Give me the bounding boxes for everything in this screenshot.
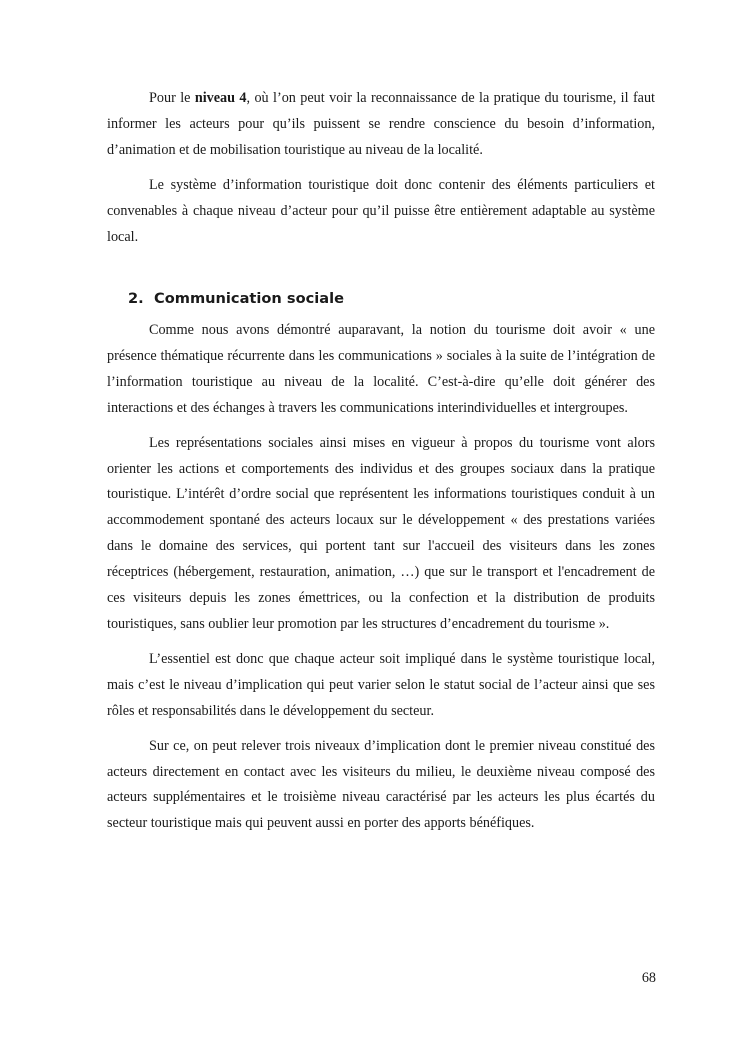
paragraph: Les représentations sociales ainsi mises en vigueur à propos du tourisme vont alors orienter les actions et comportements des individus et des groupes sociaux dans la pratique touristique. L’intérêt d’ordre social que représentent les informations touristiques conduit à un accommodement spontané des acteurs locaux sur le développement « des prestations variées dans le domaine des services, qui portent tant sur l'accueil des visiteurs dans les zones réceptrices (hébergement, restauration, animation, …) que sur le transport et l'encadrement de ces visiteurs depuis les zones émettrices, ou la confection et la distribution de produits touristiques, sans oublier leur promotion par les structures d’encadrement du tourisme ». (107, 434, 655, 632)
paragraph-text: , où l’on peut voir la reconnaissance de la pratique du tourisme, il faut informer les acteurs pour qu’ils puissent se rendre conscience du besoin d’information, d’animation et de mobilisation touristique au niveau de la localité. (107, 90, 655, 158)
paragraph-text: Pour le (149, 90, 195, 106)
paragraph-systeme-information: Le système d’information touristique doit donc contenir des éléments particuliers et convenables à chaque niveau d’acteur pour qu’il puisse être entièrement adaptable au système local. (107, 176, 655, 245)
paragraph: Comme nous avons démontré auparavant, la notion du tourisme doit avoir « une présence thématique récurrente dans les communications » sociales à la suite de l’intégration de l’information touristique au niveau de la localité. C’est-à-dire qu’elle doit générer des interactions et des échanges à travers les communications interindividuelles et intergroupes. (107, 322, 655, 416)
section-number: 2. (128, 290, 144, 307)
paragraph: L’essentiel est donc que chaque acteur soit impliqué dans le système touristique local, mais c’est le niveau d’implication qui peut varier selon le statut social de l’acteur ainsi que ses rôles et responsabilités dans le développement du secteur. (107, 650, 655, 719)
section-heading (128, 290, 344, 307)
page-number: 68 (641, 970, 656, 986)
text-block-intro (107, 86, 655, 250)
paragraph: Sur ce, on peut relever trois niveaux d’implication dont le premier niveau constitué des acteurs directement en contact avec les visiteurs du milieu, le deuxième niveau composé des acteurs supplémentaires et le troisième niveau caractérisé par les acteurs les plus écartés du secteur touristique mais qui peuvent aussi en porter des apports bénéfiques. (107, 737, 655, 832)
text-block-communication (107, 318, 655, 837)
section-title: Communication sociale (154, 290, 345, 307)
bold-term: niveau 4 (194, 90, 247, 106)
paragraph-niveau-4 (107, 86, 655, 164)
